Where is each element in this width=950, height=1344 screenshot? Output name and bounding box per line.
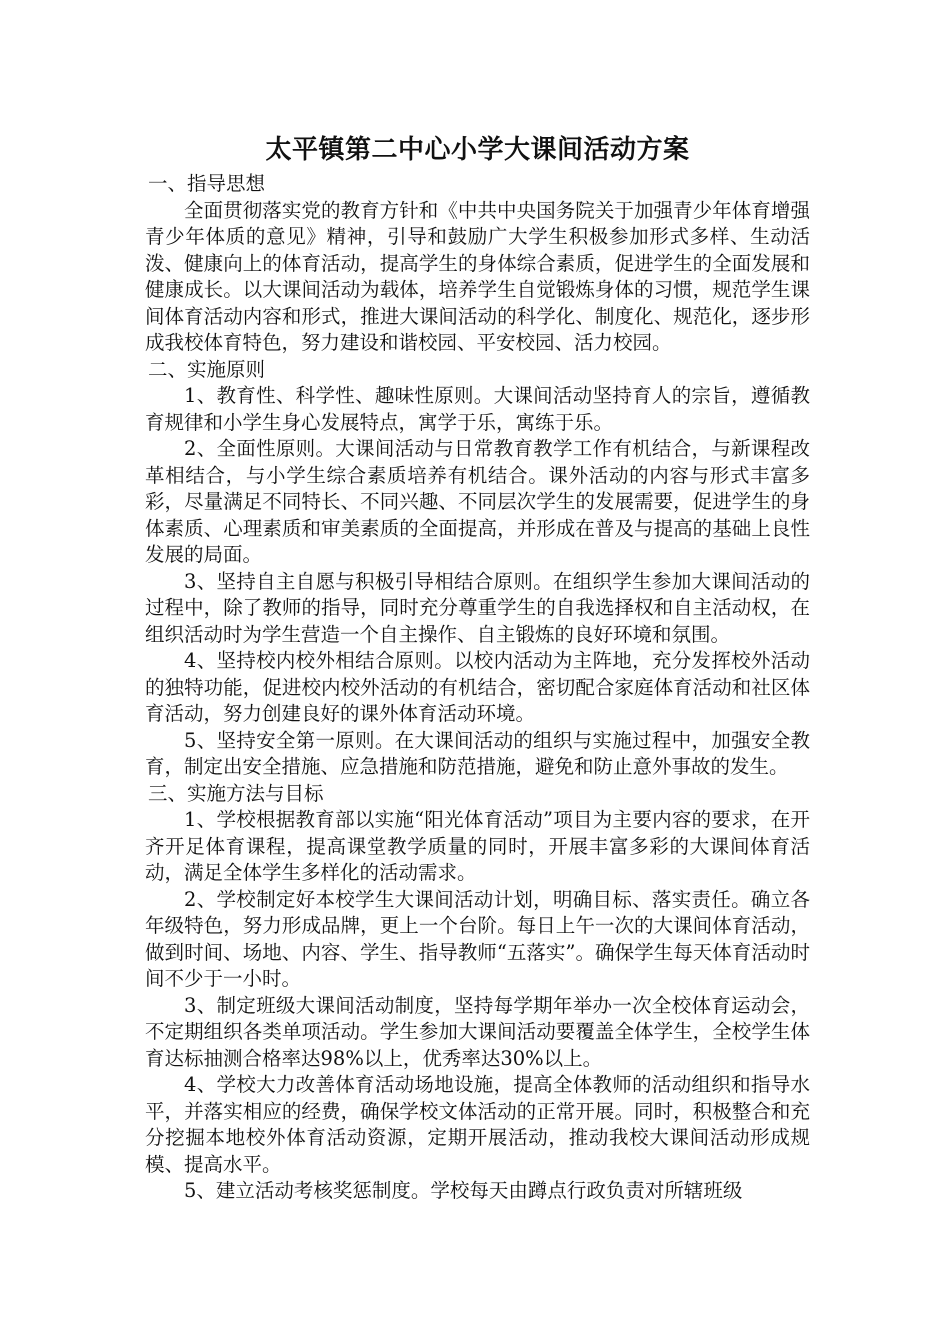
paragraph: 4、学校大力改善体育活动场地设施，提高全体教师的活动组织和指导水平，并落实相应的经费，确保学校文体活动的正常开展。同时，积极整合和充分挖掘本地校外体育活动资源，定期开展活动，推动我校大课间活动形成规模、提高水平。 xyxy=(145,1073,810,1176)
paragraph: 2、全面性原则。大课间活动与日常教育教学工作有机结合，与新课程改革相结合，与小学生综合素质培养有机结合。课外活动的内容与形式丰富多彩，尽量满足不同特长、不同兴趣、不同层次学生的发展需要，促进学生的身体素质、心理素质和审美素质的全面提高，并形成在普及与提高的基础上良性发展的局面。 xyxy=(145,437,810,566)
paragraph: 5、建立活动考核奖惩制度。学校每天由蹲点行政负责对所辖班级 xyxy=(184,1179,743,1202)
paragraph: 1、教育性、科学性、趣味性原则。大课间活动坚持育人的宗旨，遵循教育规律和小学生身心发展特点，寓学于乐，寓练于乐。 xyxy=(145,384,810,434)
section-heading: 一、指导思想 xyxy=(148,172,266,195)
paragraph: 3、制定班级大课间活动制度，坚持每学期年举办一次全校体育运动会，不定期组织各类单项活动。学生参加大课间活动要覆盖全体学生，全校学生体育达标抽测合格率达98%以上，优秀率达30%以上。 xyxy=(145,993,810,1070)
paragraph: 2、学校制定好本校学生大课间活动计划，明确目标、落实责任。确立各年级特色，努力形成品牌，更上一个台阶。每日上午一次的大课间体育活动，做到时间、场地、内容、学生、指导教师“五落实”。确保学生每天体育活动时间不少于一小时。 xyxy=(145,887,810,990)
paragraph: 全面贯彻落实党的教育方针和《中共中央国务院关于加强青少年体育增强青少年体质的意见》精神，引导和鼓励广大学生积极参加形式多样、生动活泼、健康向上的体育活动，提高学生的身体综合素质，促进学生的全面发展和健康成长。以大课间活动为载体，培养学生自觉锻炼身体的习惯，规范学生课间体育活动内容和形式，推进大课间活动的科学化、制度化、规范化，逐步形成我校体育特色，努力建设和谐校园、平安校园、活力校园。 xyxy=(145,198,810,354)
paragraph: 3、坚持自主自愿与积极引导相结合原则。在组织学生参加大课间活动的过程中，除了教师的指导，同时充分尊重学生的自我选择权和自主活动权，在组织活动时为学生营造一个自主操作、自主锻炼的良好环境和氛围。 xyxy=(145,569,810,646)
section-heading: 二、实施原则 xyxy=(148,357,266,381)
paragraph: 1、学校根据教育部以实施“阳光体育活动”项目为主要内容的要求，在开齐开足体育课程，提高课堂教学质量的同时，开展丰富多彩的大课间体育活动，满足全体学生多样化的活动需求。 xyxy=(145,808,810,884)
section-heading: 三、实施方法与目标 xyxy=(148,781,324,805)
paragraph: 5、坚持安全第一原则。在大课间活动的组织与实施过程中，加强安全教育，制定出安全措施、应急措施和防范措施，避免和防止意外事故的发生。 xyxy=(145,728,810,778)
section-methods-and-goals xyxy=(145,781,810,1205)
section-guiding-ideology xyxy=(145,171,810,357)
section-implementation-principles xyxy=(145,357,810,781)
document-page xyxy=(145,128,810,1205)
document-title: 太平镇第二中心小学大课间活动方案 xyxy=(265,135,690,165)
paragraph: 4、坚持校内校外相结合原则。以校内活动为主阵地，充分发挥校外活动的独特功能，促进校内校外活动的有机结合，密切配合家庭体育活动和社区体育活动，努力创建良好的课外体育活动环境。 xyxy=(145,649,810,725)
